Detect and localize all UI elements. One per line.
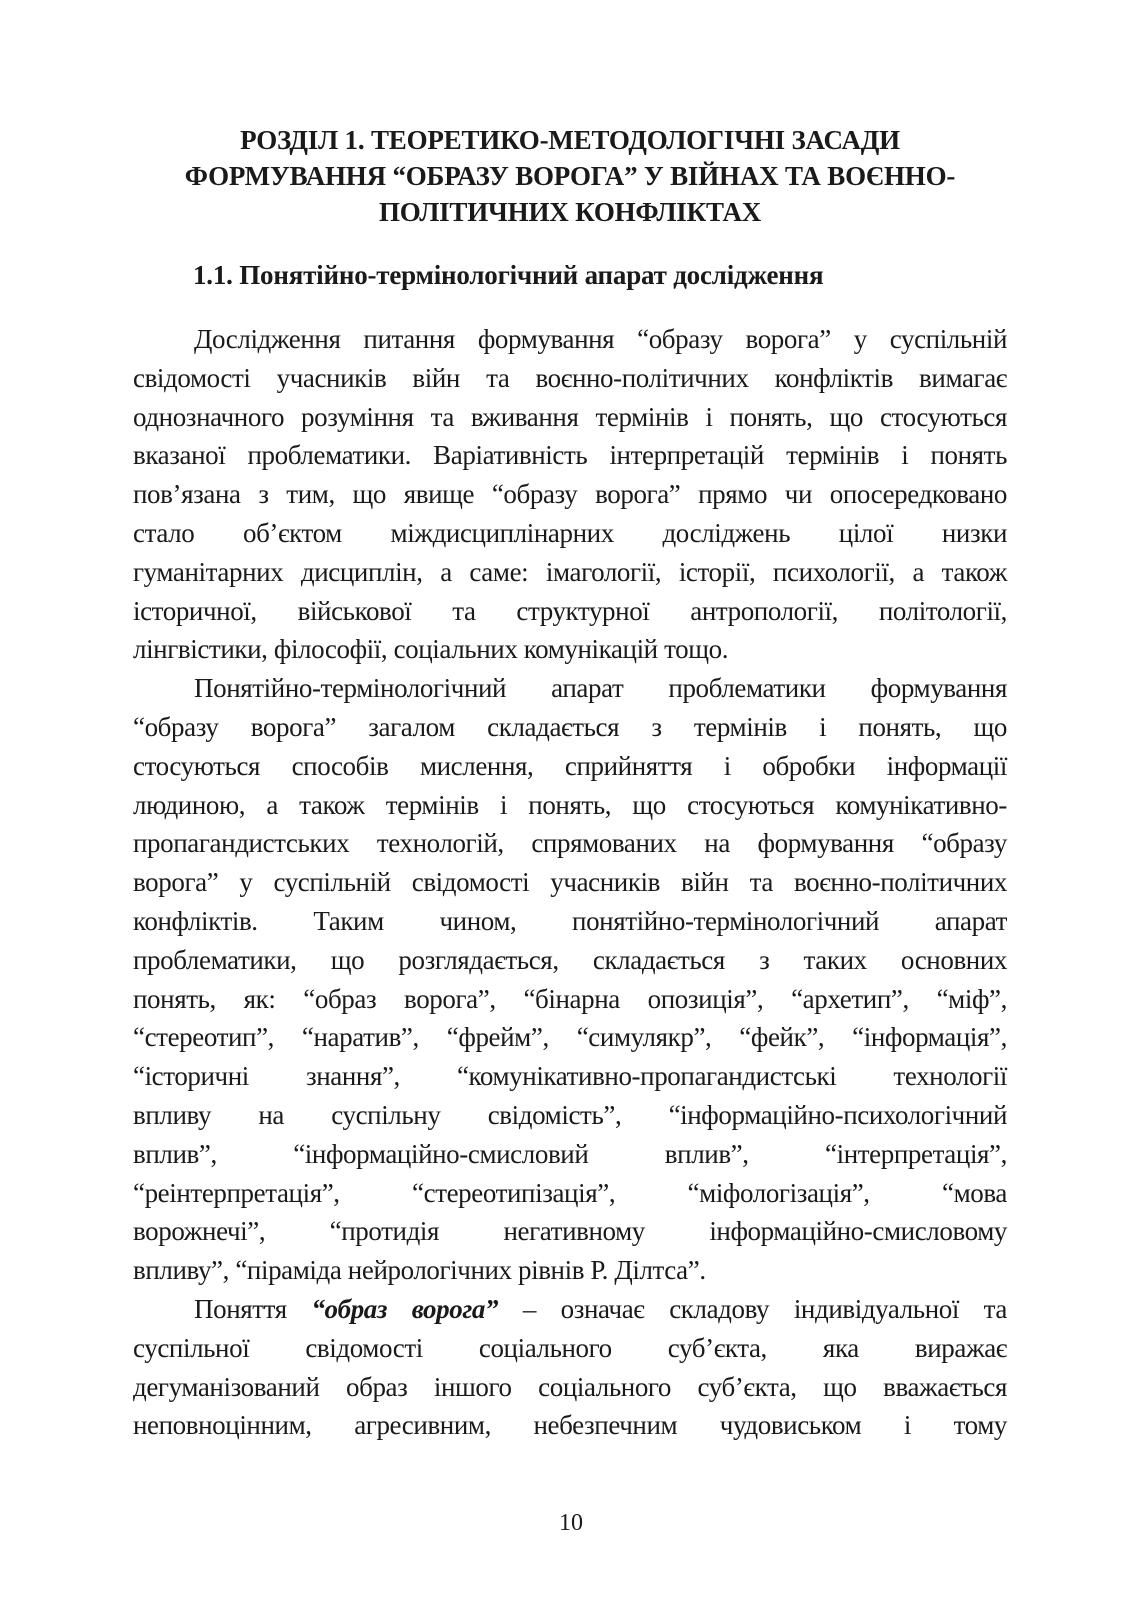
text-line: “образу ворога” загалом складається з термінів і понять, що bbox=[133, 711, 1007, 742]
text-line: свідомості учасників війн та воєнно-політичних конфліктів вимагає bbox=[133, 362, 1007, 393]
text-line: вказаної проблематики. Варіативність інтерпретацій термінів і понять bbox=[133, 440, 1007, 471]
text-line: ворожнечі”, “протидія негативному інформаційно-смисловому bbox=[133, 1216, 1007, 1247]
chapter-title-line: ФОРМУВАННЯ “ОБРАЗУ ВОРОГА” У ВІЙНАХ ТА ВОЄННО- bbox=[184, 161, 956, 191]
text-line: стало об’єктом міждисциплінарних досліджень цілої низки bbox=[133, 517, 1007, 548]
text-line: людиною, а також термінів і понять, що стосуються комунікативно- bbox=[133, 789, 1007, 820]
section-title: 1.1. Понятійно-термінологічний апарат дослідження bbox=[193, 260, 824, 290]
text-line: пропагандистських технологій, спрямованих на формування “образу bbox=[133, 828, 1007, 859]
text-line: впливу на суспільну свідомість”, “інформаційно-психологічний bbox=[133, 1099, 1007, 1130]
text-line: однозначного розуміння та вживання термінів і понять, що стосуються bbox=[133, 401, 1007, 432]
chapter-title-line: РОЗДІЛ 1. ТЕОРЕТИКО-МЕТОДОЛОГІЧНІ ЗАСАДИ bbox=[240, 125, 900, 155]
text-line: лінгвістики, філософії, соціальних комунікацій тощо. bbox=[133, 634, 729, 665]
chapter-title bbox=[130, 122, 1010, 230]
text-line: впливу”, “піраміда нейрологічних рівнів Р. Ділтса”. bbox=[133, 1255, 706, 1286]
paragraph bbox=[133, 320, 1007, 669]
paragraph bbox=[133, 669, 1007, 1290]
text-line: “реінтерпретація”, “стереотипізація”, “міфологізація”, “мова bbox=[133, 1177, 1007, 1208]
text-line: вплив”, “інформаційно-смисловий вплив”, “інтерпретація”, bbox=[133, 1138, 1007, 1169]
body-text bbox=[133, 320, 1007, 1445]
text-line bbox=[133, 1290, 1007, 1329]
text-line: стосуються способів мислення, сприйняття і обробки інформації bbox=[133, 750, 1007, 781]
text-line: пов’язана з тим, що явище “образу ворога” прямо чи опосередковано bbox=[133, 479, 1007, 510]
text-line: конфліктів. Таким чином, понятійно-термінологічний апарат bbox=[133, 905, 1007, 936]
text-line: гуманітарних дисциплін, а саме: імагології, історії, психології, а також bbox=[133, 556, 1007, 587]
text-line: понять, як: “образ ворога”, “бінарна опозиція”, “архетип”, “міф”, bbox=[133, 983, 1007, 1014]
text-line: неповноцінним, агресивним, небезпечним чудовиськом і тому bbox=[133, 1410, 1007, 1441]
text-line: “історичні знання”, “комунікативно-пропагандистські технології bbox=[133, 1061, 1007, 1092]
text-run: Поняття bbox=[194, 1293, 312, 1324]
chapter-title-line: ПОЛІТИЧНИХ КОНФЛІКТАХ bbox=[378, 197, 762, 227]
text-run: – означає складову індивідуальної та bbox=[498, 1293, 1007, 1324]
text-line: ворога” у суспільній свідомості учасників війн та воєнно-політичних bbox=[133, 867, 1007, 898]
defined-term: “образ ворога” bbox=[311, 1293, 499, 1324]
text-line: Понятійно-термінологічний апарат проблематики формування bbox=[194, 673, 1007, 704]
paragraph bbox=[133, 1290, 1007, 1445]
text-line: Дослідження питання формування “образу ворога” у суспільній bbox=[194, 324, 1007, 354]
page-number: 10 bbox=[559, 1510, 583, 1536]
text-line: дегуманізований образ іншого соціального суб’єкта, що вважається bbox=[133, 1371, 1007, 1402]
text-line: проблематики, що розглядається, складається з таких основних bbox=[133, 944, 1007, 975]
text-line: суспільної свідомості соціального суб’єкта, яка виражає bbox=[133, 1332, 1007, 1363]
text-line: історичної, військової та структурної антропології, політології, bbox=[133, 595, 1007, 626]
text-line: “стереотип”, “наратив”, “фрейм”, “симулякр”, “фейк”, “інформація”, bbox=[133, 1022, 1007, 1053]
